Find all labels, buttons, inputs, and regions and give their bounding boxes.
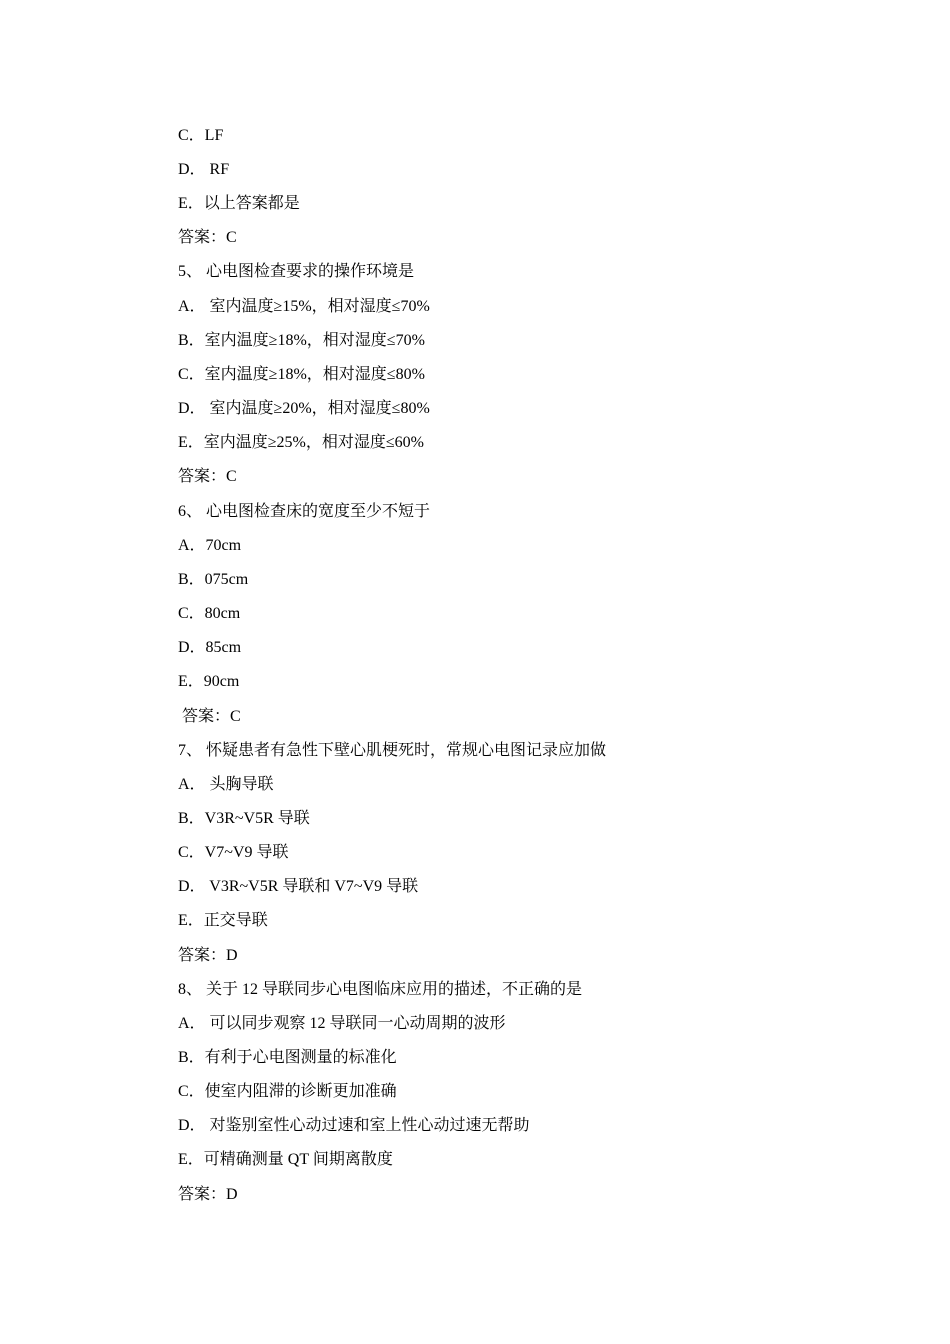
- option-e: E．可精确测量 QT 间期离散度: [178, 1151, 393, 1168]
- option-d: D． 对鉴别室性心动过速和室上性心动过速无帮助: [178, 1117, 530, 1134]
- option-b: B．V3R~V5R 导联: [178, 810, 310, 827]
- option-c: C．80cm: [178, 605, 241, 622]
- option-b: B．有利于心电图测量的标准化: [178, 1049, 397, 1066]
- option-a: A． 可以同步观察 12 导联同一心动周期的波形: [178, 1015, 506, 1032]
- option-b: B．075cm: [178, 571, 249, 588]
- option-d: D． RF: [178, 161, 230, 178]
- answer: 答案：C: [178, 229, 237, 246]
- answer: 答案：D: [178, 947, 238, 964]
- option-c: C．LF: [178, 127, 224, 144]
- option-a: A． 头胸导联: [178, 776, 274, 793]
- option-e: E．以上答案都是: [178, 195, 300, 212]
- question-7: 7、 怀疑患者有急性下壁心肌梗死时，常规心电图记录应加做: [178, 742, 607, 759]
- option-a: A． 室内温度≥15%，相对湿度≤70%: [178, 298, 430, 315]
- answer: 答案：C: [178, 468, 237, 485]
- option-c: C．使室内阻滞的诊断更加准确: [178, 1083, 397, 1100]
- option-d: D．85cm: [178, 639, 242, 656]
- option-d: D． V3R~V5R 导联和 V7~V9 导联: [178, 878, 419, 895]
- answer: 答案：C: [178, 708, 241, 725]
- option-e: E．90cm: [178, 673, 240, 690]
- answer: 答案：D: [178, 1186, 238, 1203]
- option-b: B．室内温度≥18%，相对湿度≤70%: [178, 332, 425, 349]
- option-d: D． 室内温度≥20%，相对湿度≤80%: [178, 400, 430, 417]
- option-c: C．V7~V9 导联: [178, 844, 289, 861]
- option-a: A．70cm: [178, 537, 242, 554]
- option-e: E．室内温度≥25%，相对湿度≤60%: [178, 434, 424, 451]
- question-6: 6、 心电图检查床的宽度至少不短于: [178, 503, 431, 520]
- question-8: 8、 关于 12 导联同步心电图临床应用的描述，不正确的是: [178, 981, 583, 998]
- option-c: C．室内温度≥18%，相对湿度≤80%: [178, 366, 425, 383]
- question-5: 5、 心电图检查要求的操作环境是: [178, 263, 415, 280]
- option-e: E．正交导联: [178, 912, 268, 929]
